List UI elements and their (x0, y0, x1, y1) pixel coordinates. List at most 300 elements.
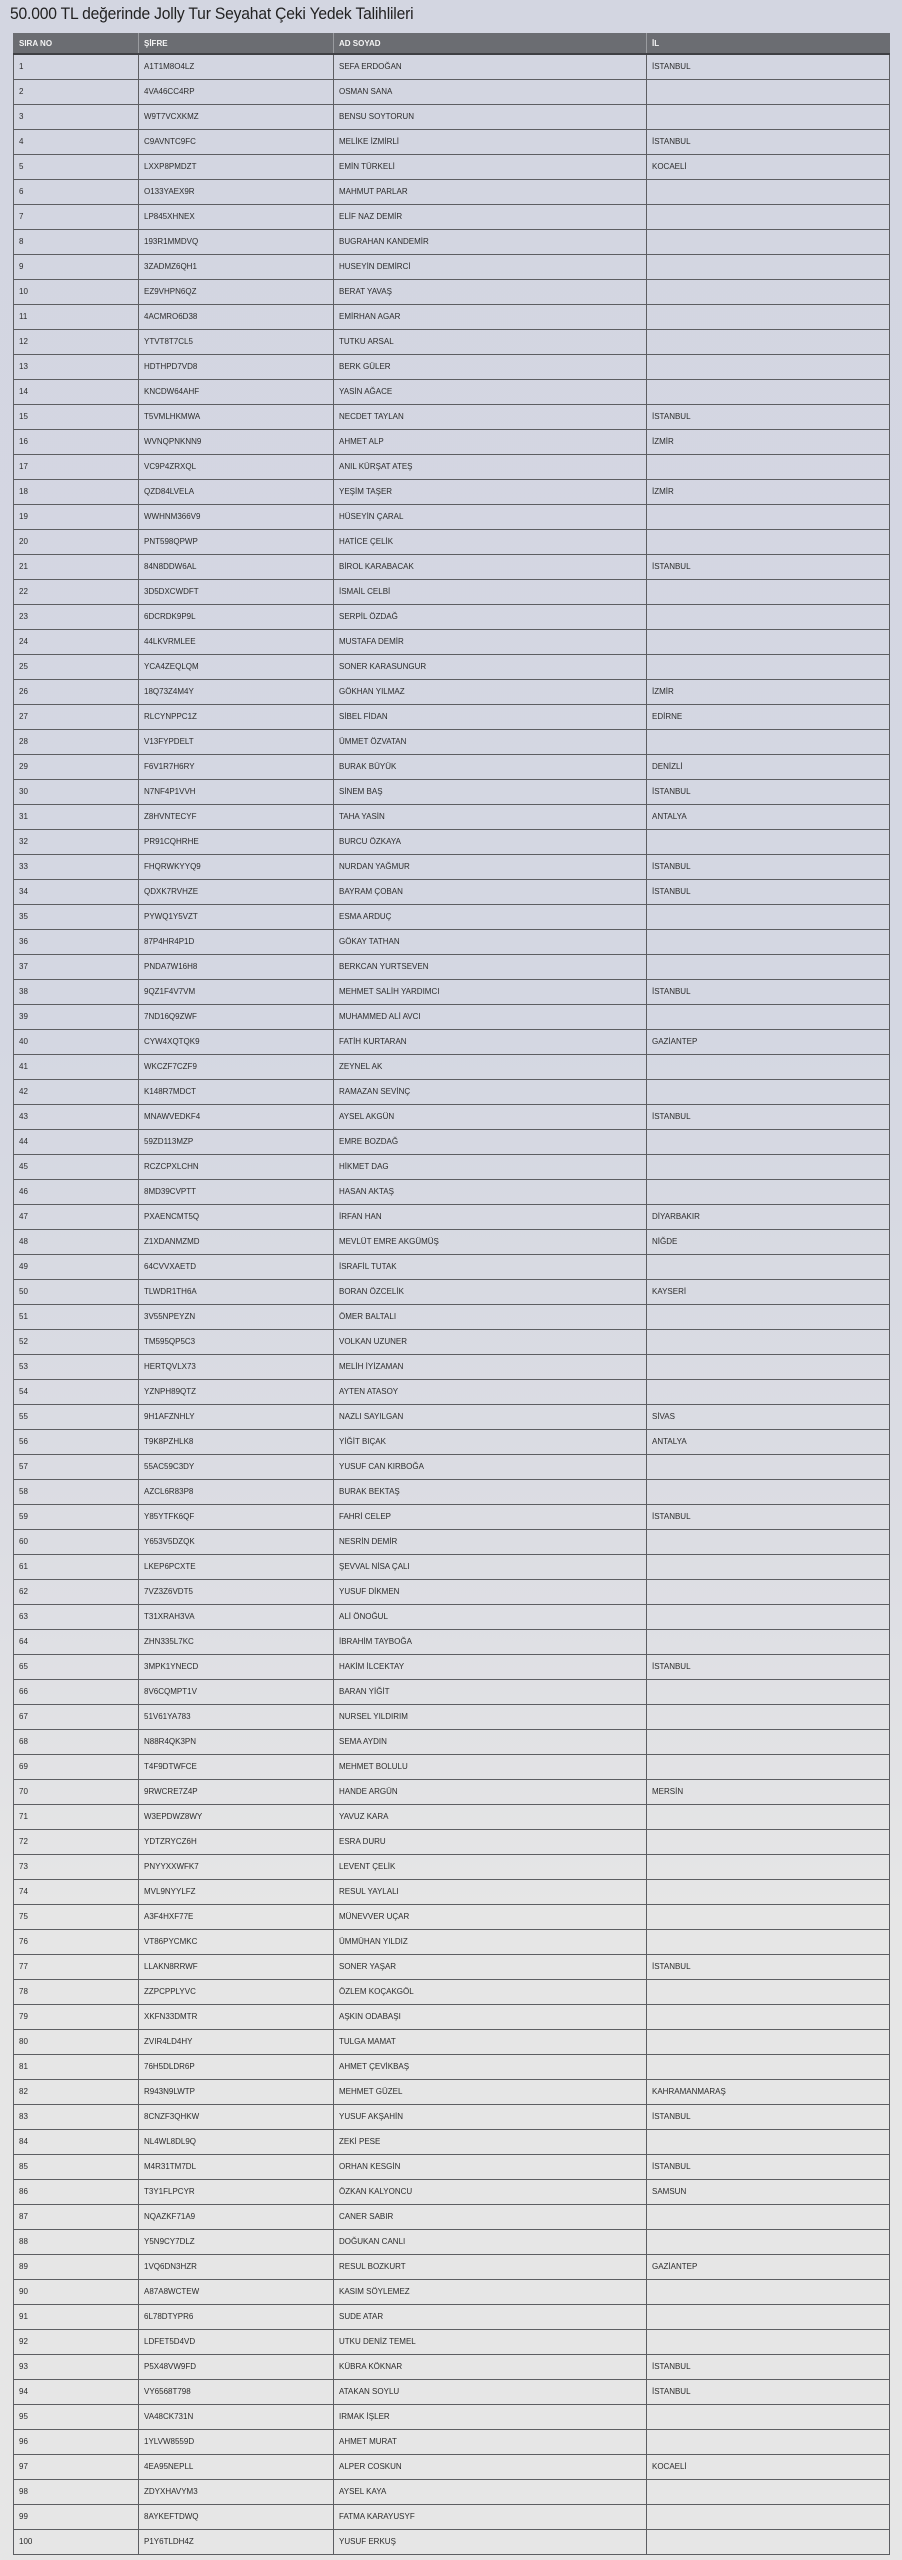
cell-sira-no: 19 (14, 504, 139, 529)
table-row (14, 654, 890, 679)
table-row (14, 1679, 890, 1704)
cell-ad-soyad: YUSUF ERKUŞ (334, 2529, 647, 2554)
table-row (14, 2229, 890, 2254)
cell-il (647, 1129, 890, 1154)
cell-sifre: TLWDR1TH6A (139, 1279, 334, 1304)
cell-il: SİVAS (647, 1404, 890, 1429)
cell-il (647, 1154, 890, 1179)
cell-ad-soyad: HASAN AKTAŞ (334, 1179, 647, 1204)
cell-sifre: VT86PYCMKC (139, 1929, 334, 1954)
cell-sira-no: 23 (14, 604, 139, 629)
table-row (14, 1504, 890, 1529)
cell-ad-soyad: AHMET MURAT (334, 2429, 647, 2454)
cell-il (647, 2204, 890, 2229)
cell-il (647, 1529, 890, 1554)
table-row (14, 954, 890, 979)
cell-sira-no: 33 (14, 854, 139, 879)
cell-il (647, 2054, 890, 2079)
cell-il: İSTANBUL (647, 2104, 890, 2129)
cell-sira-no: 79 (14, 2004, 139, 2029)
cell-ad-soyad: MEHMET GÜZEL (334, 2079, 647, 2104)
cell-il: İSTANBUL (647, 979, 890, 1004)
cell-ad-soyad: BARAN YİĞİT (334, 1679, 647, 1704)
cell-sira-no: 45 (14, 1154, 139, 1179)
cell-ad-soyad: MUHAMMED ALİ AVCI (334, 1004, 647, 1029)
cell-sira-no: 44 (14, 1129, 139, 1154)
cell-sifre: LP845XHNEX (139, 204, 334, 229)
cell-sira-no: 58 (14, 1479, 139, 1504)
cell-sira-no: 63 (14, 1604, 139, 1629)
cell-il: İSTANBUL (647, 1654, 890, 1679)
page-title: 50.000 TL değerinde Jolly Tur Seyahat Çeki Yedek Talihlileri (10, 4, 414, 23)
cell-sifre: A1T1M8O4LZ (139, 54, 334, 79)
cell-il: İSTANBUL (647, 2354, 890, 2379)
cell-sifre: CYW4XQTQK9 (139, 1029, 334, 1054)
table-row (14, 2429, 890, 2454)
table-row (14, 2454, 890, 2479)
cell-il (647, 1254, 890, 1279)
cell-sira-no: 46 (14, 1179, 139, 1204)
table-row (14, 1379, 890, 1404)
table-row (14, 1279, 890, 1304)
table-row (14, 204, 890, 229)
table-row (14, 1079, 890, 1104)
cell-sifre: KNCDW64AHF (139, 379, 334, 404)
cell-il (647, 1329, 890, 1354)
cell-ad-soyad: BİROL KARABACAK (334, 554, 647, 579)
cell-sifre: A3F4HXF77E (139, 1904, 334, 1929)
table-row (14, 904, 890, 929)
table-row (14, 1479, 890, 1504)
cell-sira-no: 74 (14, 1879, 139, 1904)
cell-il (647, 1829, 890, 1854)
cell-sira-no: 95 (14, 2404, 139, 2429)
cell-sira-no: 55 (14, 1404, 139, 1429)
cell-sira-no: 47 (14, 1204, 139, 1229)
cell-il (647, 954, 890, 979)
table-row (14, 1554, 890, 1579)
cell-ad-soyad: MUSTAFA DEMİR (334, 629, 647, 654)
cell-sifre: VC9P4ZRXQL (139, 454, 334, 479)
table-row (14, 2254, 890, 2279)
cell-il (647, 379, 890, 404)
cell-sifre: WWHNM366V9 (139, 504, 334, 529)
cell-il (647, 1929, 890, 1954)
cell-il (647, 1004, 890, 1029)
cell-sifre: 8MD39CVPTT (139, 1179, 334, 1204)
cell-sifre: T4F9DTWFCE (139, 1754, 334, 1779)
table-row (14, 1529, 890, 1554)
cell-sifre: V13FYPDELT (139, 729, 334, 754)
cell-sifre: R943N9LWTP (139, 2079, 334, 2104)
cell-il (647, 1354, 890, 1379)
cell-ad-soyad: ZEYNEL AK (334, 1054, 647, 1079)
cell-ad-soyad: AYSEL KAYA (334, 2479, 647, 2504)
table-row (14, 2504, 890, 2529)
table-row (14, 1729, 890, 1754)
cell-sifre: RCZCPXLCHN (139, 1154, 334, 1179)
cell-sifre: PR91CQHRHE (139, 829, 334, 854)
cell-ad-soyad: ÜMMÜHAN YILDIZ (334, 1929, 647, 1954)
cell-sira-no: 89 (14, 2254, 139, 2279)
cell-sira-no: 70 (14, 1779, 139, 1804)
cell-sifre: YTVT8T7CL5 (139, 329, 334, 354)
cell-sifre: NL4WL8DL9Q (139, 2129, 334, 2154)
cell-sifre: 1VQ6DN3HZR (139, 2254, 334, 2279)
cell-sifre: T31XRAH3VA (139, 1604, 334, 1629)
cell-sifre: AZCL6R83P8 (139, 1479, 334, 1504)
cell-ad-soyad: MELİH İYİZAMAN (334, 1354, 647, 1379)
cell-sira-no: 73 (14, 1854, 139, 1879)
table-row (14, 729, 890, 754)
cell-il (647, 104, 890, 129)
table-row (14, 354, 890, 379)
cell-il (647, 1979, 890, 2004)
table-row (14, 1704, 890, 1729)
table-row (14, 2129, 890, 2154)
cell-il (647, 829, 890, 854)
cell-sifre: VY6568T798 (139, 2379, 334, 2404)
cell-sira-no: 6 (14, 179, 139, 204)
cell-ad-soyad: BERK GÜLER (334, 354, 647, 379)
table-row (14, 1329, 890, 1354)
table-row (14, 1229, 890, 1254)
cell-sira-no: 65 (14, 1654, 139, 1679)
cell-il: İSTANBUL (647, 54, 890, 79)
header-sifre: ŞİFRE (139, 33, 334, 54)
table-row (14, 2304, 890, 2329)
cell-sira-no: 27 (14, 704, 139, 729)
cell-il: İSTANBUL (647, 854, 890, 879)
cell-ad-soyad: ALİ ÖNOĞUL (334, 1604, 647, 1629)
cell-sifre: 9QZ1F4V7VM (139, 979, 334, 1004)
table-row (14, 1429, 890, 1454)
cell-ad-soyad: VOLKAN UZUNER (334, 1329, 647, 1354)
table-row (14, 2054, 890, 2079)
cell-sifre: FHQRWKYYQ9 (139, 854, 334, 879)
cell-ad-soyad: ÖZLEM KOÇAKGÖL (334, 1979, 647, 2004)
table-row (14, 604, 890, 629)
cell-il: İSTANBUL (647, 404, 890, 429)
table-row (14, 2404, 890, 2429)
cell-ad-soyad: HÜSEYİN ÇARAL (334, 504, 647, 529)
cell-sifre: 76H5DLDR6P (139, 2054, 334, 2079)
cell-il: DENİZLİ (647, 754, 890, 779)
cell-sifre: 4VA46CC4RP (139, 79, 334, 104)
cell-ad-soyad: ÜMMET ÖZVATAN (334, 729, 647, 754)
table-row (14, 279, 890, 304)
table-row (14, 2479, 890, 2504)
cell-il (647, 2229, 890, 2254)
cell-il (647, 1879, 890, 1904)
cell-sifre: 3V55NPEYZN (139, 1304, 334, 1329)
cell-il (647, 229, 890, 254)
table-row (14, 79, 890, 104)
cell-sifre: 18Q73Z4M4Y (139, 679, 334, 704)
cell-il (647, 2479, 890, 2504)
cell-sira-no: 99 (14, 2504, 139, 2529)
cell-il: GAZİANTEP (647, 1029, 890, 1054)
cell-sifre: HERTQVLX73 (139, 1354, 334, 1379)
cell-sifre: 9RWCRE7Z4P (139, 1779, 334, 1804)
cell-ad-soyad: NURSEL YILDIRIM (334, 1704, 647, 1729)
cell-ad-soyad: İSRAFİL TUTAK (334, 1254, 647, 1279)
cell-ad-soyad: BORAN ÖZCELİK (334, 1279, 647, 1304)
cell-ad-soyad: GÖKAY TATHAN (334, 929, 647, 954)
cell-ad-soyad: SİBEL FİDAN (334, 704, 647, 729)
table-row (14, 379, 890, 404)
cell-sifre: 59ZD113MZP (139, 1129, 334, 1154)
cell-ad-soyad: HATİCE ÇELİK (334, 529, 647, 554)
cell-il: KAYSERİ (647, 1279, 890, 1304)
cell-ad-soyad: SERPİL ÖZDAĞ (334, 604, 647, 629)
cell-sira-no: 86 (14, 2179, 139, 2204)
cell-sira-no: 18 (14, 479, 139, 504)
table-row (14, 229, 890, 254)
cell-sira-no: 12 (14, 329, 139, 354)
table-row (14, 1579, 890, 1604)
cell-sira-no: 17 (14, 454, 139, 479)
cell-il: KOCAELİ (647, 154, 890, 179)
cell-sira-no: 90 (14, 2279, 139, 2304)
cell-sira-no: 39 (14, 1004, 139, 1029)
cell-sifre: LDFET5D4VD (139, 2329, 334, 2354)
table-row (14, 829, 890, 854)
cell-il (647, 1579, 890, 1604)
cell-sira-no: 41 (14, 1054, 139, 1079)
cell-sifre: QZD84LVELA (139, 479, 334, 504)
cell-il (647, 2004, 890, 2029)
cell-sira-no: 9 (14, 254, 139, 279)
cell-sifre: 3D5DXCWDFT (139, 579, 334, 604)
cell-ad-soyad: MEHMET SALİH YARDIMCI (334, 979, 647, 1004)
cell-ad-soyad: HANDE ARGÜN (334, 1779, 647, 1804)
cell-il: İSTANBUL (647, 1954, 890, 1979)
cell-il: İSTANBUL (647, 554, 890, 579)
cell-ad-soyad: SUDE ATAR (334, 2304, 647, 2329)
cell-sira-no: 56 (14, 1429, 139, 1454)
cell-sifre: Y85YTFK6QF (139, 1504, 334, 1529)
cell-ad-soyad: TULGA MAMAT (334, 2029, 647, 2054)
cell-ad-soyad: NECDET TAYLAN (334, 404, 647, 429)
cell-il (647, 79, 890, 104)
cell-il (647, 529, 890, 554)
table-row (14, 129, 890, 154)
cell-ad-soyad: RAMAZAN SEVİNÇ (334, 1079, 647, 1104)
cell-ad-soyad: ELİF NAZ DEMİR (334, 204, 647, 229)
table-row (14, 579, 890, 604)
cell-sifre: PXAENCMT5Q (139, 1204, 334, 1229)
cell-sira-no: 37 (14, 954, 139, 979)
table-row (14, 254, 890, 279)
cell-il (647, 1379, 890, 1404)
header-il: İL (647, 33, 890, 54)
cell-ad-soyad: İRFAN HAN (334, 1204, 647, 1229)
cell-sira-no: 22 (14, 579, 139, 604)
table-row (14, 754, 890, 779)
cell-sira-no: 2 (14, 79, 139, 104)
cell-il (647, 354, 890, 379)
cell-sira-no: 35 (14, 904, 139, 929)
cell-ad-soyad: AHMET ALP (334, 429, 647, 454)
cell-il: İSTANBUL (647, 2154, 890, 2179)
cell-il: İZMİR (647, 429, 890, 454)
cell-sifre: WKCZF7CZF9 (139, 1054, 334, 1079)
table-header (14, 33, 890, 54)
cell-ad-soyad: HAKİM İLCEKTAY (334, 1654, 647, 1679)
cell-ad-soyad: AHMET ÇEVİKBAŞ (334, 2054, 647, 2079)
cell-ad-soyad: KÜBRA KÖKNAR (334, 2354, 647, 2379)
cell-ad-soyad: ÖZKAN KALYONCU (334, 2179, 647, 2204)
cell-sifre: LXXP8PMDZT (139, 154, 334, 179)
cell-sifre: LKEP6PCXTE (139, 1554, 334, 1579)
cell-sifre: 3MPK1YNECD (139, 1654, 334, 1679)
cell-il (647, 454, 890, 479)
cell-sifre: O133YAEX9R (139, 179, 334, 204)
cell-sira-no: 54 (14, 1379, 139, 1404)
cell-ad-soyad: SONER KARASUNGUR (334, 654, 647, 679)
cell-sifre: M4R31TM7DL (139, 2154, 334, 2179)
cell-il (647, 329, 890, 354)
cell-sifre: EZ9VHPN6QZ (139, 279, 334, 304)
table-row (14, 704, 890, 729)
cell-il (647, 1804, 890, 1829)
cell-ad-soyad: NESRİN DEMİR (334, 1529, 647, 1554)
table-row (14, 879, 890, 904)
cell-ad-soyad: ZEKİ PESE (334, 2129, 647, 2154)
table-row (14, 1779, 890, 1804)
cell-sira-no: 59 (14, 1504, 139, 1529)
cell-sifre: PYWQ1Y5VZT (139, 904, 334, 929)
table-row (14, 1854, 890, 1879)
winners-table (13, 33, 890, 2555)
cell-sira-no: 29 (14, 754, 139, 779)
table-row (14, 2204, 890, 2229)
cell-il: İSTANBUL (647, 2379, 890, 2404)
cell-sifre: MVL9NYYLFZ (139, 1879, 334, 1904)
table-row (14, 179, 890, 204)
cell-sira-no: 26 (14, 679, 139, 704)
cell-sira-no: 61 (14, 1554, 139, 1579)
table-row (14, 1304, 890, 1329)
cell-il: NİĞDE (647, 1229, 890, 1254)
cell-ad-soyad: YUSUF CAN KIRBOĞA (334, 1454, 647, 1479)
cell-sifre: 84N8DDW6AL (139, 554, 334, 579)
table-row (14, 1954, 890, 1979)
cell-il (647, 2404, 890, 2429)
cell-sifre: ZHN335L7KC (139, 1629, 334, 1654)
cell-il (647, 504, 890, 529)
table-row (14, 54, 890, 79)
cell-ad-soyad: KASIM SÖYLEMEZ (334, 2279, 647, 2304)
table-row (14, 2004, 890, 2029)
cell-sifre: TM595QP5C3 (139, 1329, 334, 1354)
cell-sira-no: 48 (14, 1229, 139, 1254)
table-row (14, 679, 890, 704)
cell-ad-soyad: BAYRAM ÇOBAN (334, 879, 647, 904)
cell-sifre: ZVIR4LD4HY (139, 2029, 334, 2054)
cell-il: MERSİN (647, 1779, 890, 1804)
cell-sifre: 9H1AFZNHLY (139, 1404, 334, 1429)
cell-il (647, 279, 890, 304)
cell-sifre: N7NF4P1VVH (139, 779, 334, 804)
cell-il: İSTANBUL (647, 1104, 890, 1129)
cell-il (647, 604, 890, 629)
cell-sira-no: 32 (14, 829, 139, 854)
cell-sira-no: 36 (14, 929, 139, 954)
cell-sifre: T3Y1FLPCYR (139, 2179, 334, 2204)
cell-ad-soyad: ORHAN KESGİN (334, 2154, 647, 2179)
table-row (14, 154, 890, 179)
cell-ad-soyad: AYSEL AKGÜN (334, 1104, 647, 1129)
cell-ad-soyad: GÖKHAN YILMAZ (334, 679, 647, 704)
table-row (14, 404, 890, 429)
cell-sira-no: 24 (14, 629, 139, 654)
table-row (14, 1979, 890, 2004)
cell-ad-soyad: HİKMET DAG (334, 1154, 647, 1179)
cell-ad-soyad: ÖMER BALTALI (334, 1304, 647, 1329)
cell-ad-soyad: EMİRHAN AGAR (334, 304, 647, 329)
cell-sira-no: 4 (14, 129, 139, 154)
header-ad-soyad: AD SOYAD (334, 33, 647, 54)
cell-sira-no: 100 (14, 2529, 139, 2554)
cell-sira-no: 83 (14, 2104, 139, 2129)
cell-ad-soyad: ESRA DURU (334, 1829, 647, 1854)
table-row (14, 979, 890, 1004)
cell-ad-soyad: BENSU SOYTORUN (334, 104, 647, 129)
cell-sira-no: 98 (14, 2479, 139, 2504)
table-row (14, 454, 890, 479)
cell-sifre: RLCYNPPC1Z (139, 704, 334, 729)
cell-sira-no: 96 (14, 2429, 139, 2454)
cell-sira-no: 77 (14, 1954, 139, 1979)
cell-il (647, 204, 890, 229)
cell-ad-soyad: MEHMET BOLULU (334, 1754, 647, 1779)
cell-ad-soyad: BURCU ÖZKAYA (334, 829, 647, 854)
cell-il: ANTALYA (647, 1429, 890, 1454)
cell-il: İSTANBUL (647, 779, 890, 804)
cell-ad-soyad: YUSUF DİKMEN (334, 1579, 647, 1604)
table-row (14, 1754, 890, 1779)
cell-sifre: Z1XDANMZMD (139, 1229, 334, 1254)
cell-sira-no: 87 (14, 2204, 139, 2229)
cell-sira-no: 20 (14, 529, 139, 554)
cell-sira-no: 53 (14, 1354, 139, 1379)
table-row (14, 479, 890, 504)
cell-il: EDİRNE (647, 704, 890, 729)
cell-sira-no: 21 (14, 554, 139, 579)
cell-ad-soyad: YAVUZ KARA (334, 1804, 647, 1829)
cell-sira-no: 30 (14, 779, 139, 804)
cell-sifre: C9AVNTC9FC (139, 129, 334, 154)
cell-sifre: YDTZRYCZ6H (139, 1829, 334, 1854)
cell-sira-no: 49 (14, 1254, 139, 1279)
cell-sifre: 7ND16Q9ZWF (139, 1004, 334, 1029)
cell-ad-soyad: BERKCAN YURTSEVEN (334, 954, 647, 979)
cell-sira-no: 16 (14, 429, 139, 454)
table-row (14, 1404, 890, 1429)
cell-sira-no: 8 (14, 229, 139, 254)
cell-ad-soyad: BURAK BEKTAŞ (334, 1479, 647, 1504)
table-row (14, 2379, 890, 2404)
cell-sira-no: 40 (14, 1029, 139, 1054)
cell-ad-soyad: SEFA ERDOĞAN (334, 54, 647, 79)
cell-sira-no: 85 (14, 2154, 139, 2179)
cell-il: GAZİANTEP (647, 2254, 890, 2279)
cell-il (647, 1854, 890, 1879)
table-row (14, 2079, 890, 2104)
cell-sifre: XKFN33DMTR (139, 2004, 334, 2029)
